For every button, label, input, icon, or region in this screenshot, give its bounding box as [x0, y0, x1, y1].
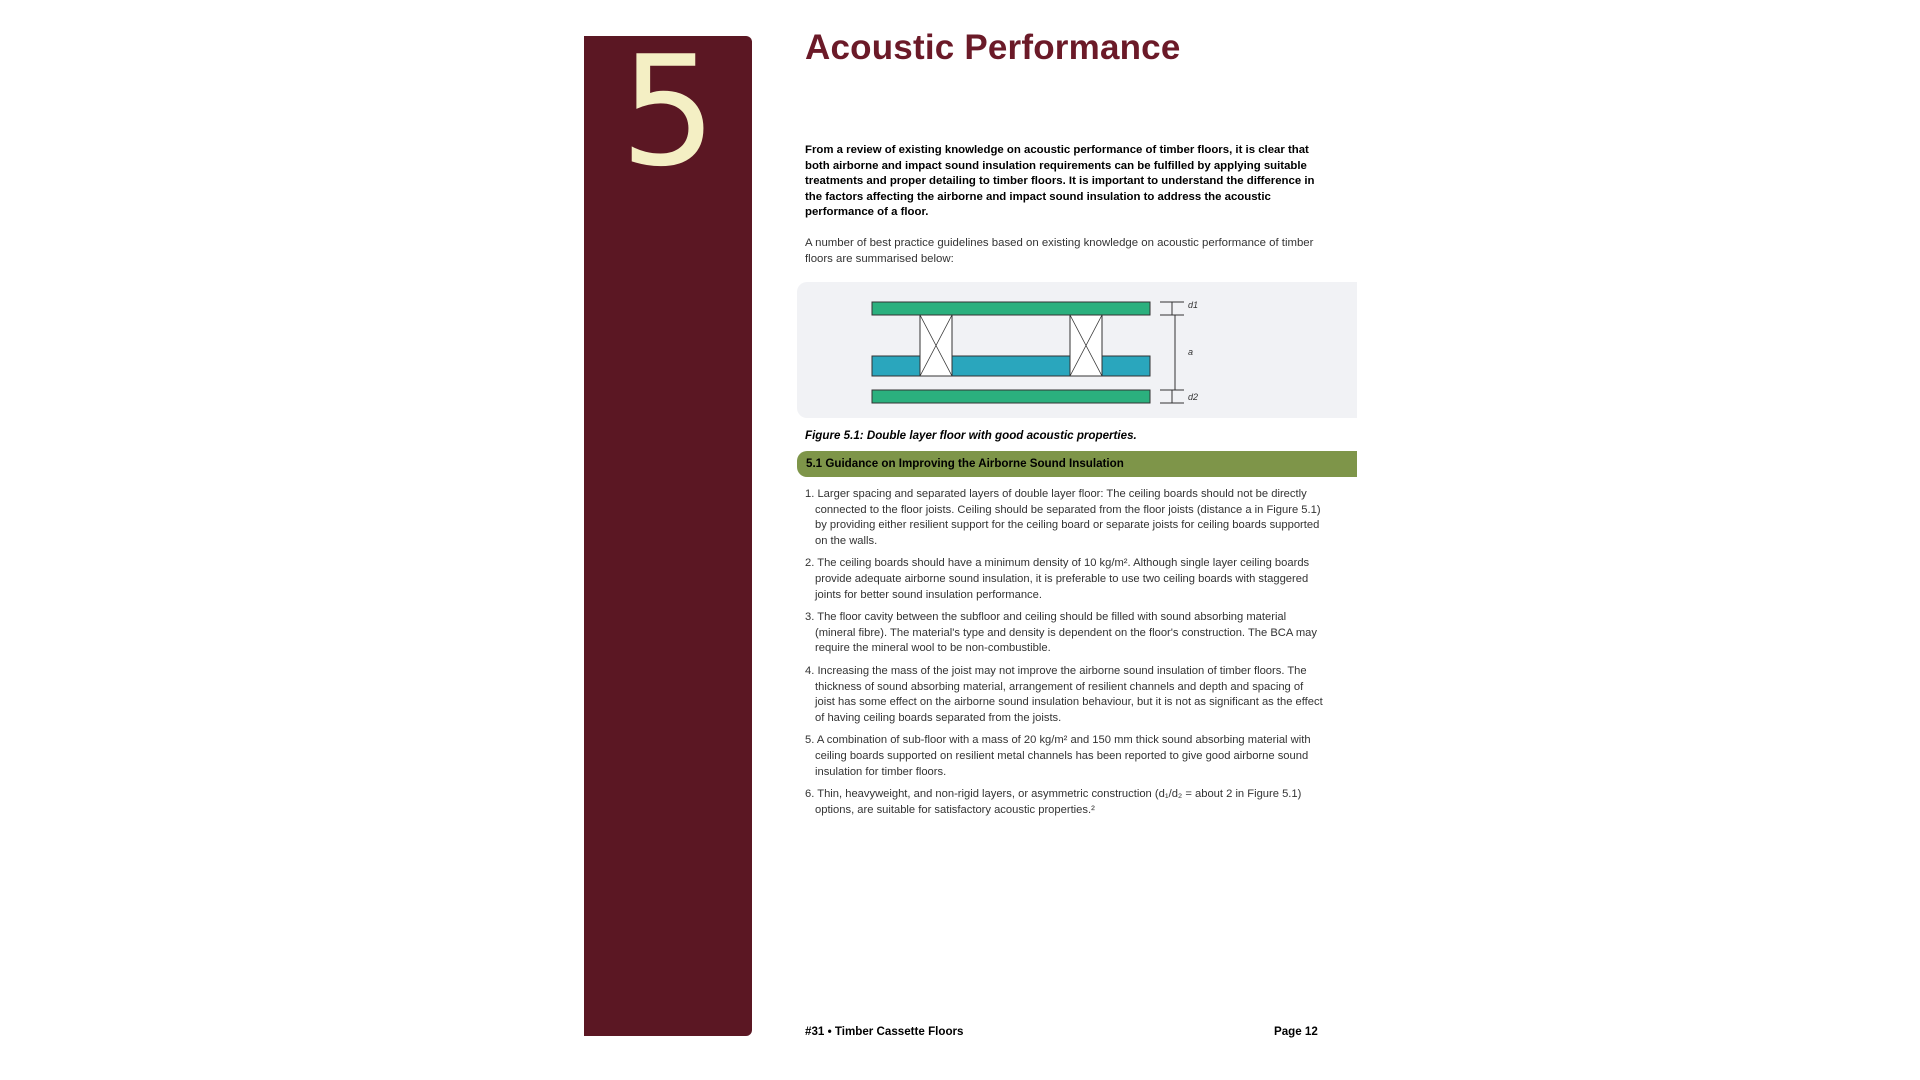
label-d2: d2: [1188, 392, 1199, 402]
page-title: Acoustic Performance: [805, 28, 1181, 67]
section-heading-bar: [797, 451, 1357, 477]
list-item: 2. The ceiling boards should have a minimum density of 10 kg/m². Although single layer ceiling boards provide adequate airborne sound insulation, it is preferable to use two ceiling boards with staggered joints for better sound insulation performance.: [805, 557, 1310, 601]
joist-left: [920, 315, 952, 376]
figure-caption: Figure 5.1: Double layer floor with good acoustic properties.: [805, 429, 1137, 442]
list-item: 6. Thin, heavyweight, and non-rigid layers, or asymmetric construction (d₁/d₂ = about 2 in Figure 5.1) options, are suitable for satisfactory acoustic properties.²: [805, 788, 1302, 816]
list-item: 5. A combination of sub-floor with a mass of 20 kg/m² and 150 mm thick sound absorbing material with ceiling boards supported on resilient metal channels has been reported to give good airborne sound insulation for timber floors.: [805, 734, 1311, 778]
double-layer-floor-diagram: [797, 282, 1357, 418]
dimension-markers: [1160, 302, 1184, 403]
chapter-number: 5: [620, 23, 717, 200]
section-heading: 5.1 Guidance on Improving the Airborne Sound Insulation: [806, 457, 1124, 470]
chapter-sidebar: [584, 23, 752, 1036]
ceiling-board-bottom: [872, 390, 1150, 403]
list-item: 3. The floor cavity between the subfloor and ceiling should be filled with sound absorbing material (mineral fibre). The material's type and density is dependent on the floor's construction. The BCA may require the mineral wool to be non-combustible.: [805, 611, 1317, 655]
ceiling-layer-middle: [952, 356, 1070, 376]
floor-board-top: [872, 302, 1150, 315]
list-item: 1. Larger spacing and separated layers of double layer floor: The ceiling boards should not be directly connected to the floor joists. Ceiling should be separated from the floor joists (distance a in Figure 5.1) by providing either resilient support for the ceiling board or separate joists for ceiling boards supported on the walls.: [805, 488, 1321, 547]
label-a: a: [1188, 347, 1194, 357]
footer-page-number: Page 12: [1274, 1025, 1318, 1038]
joist-right: [1070, 315, 1102, 376]
intro-bold-paragraph: From a review of existing knowledge on acoustic performance of timber floors, it is clear that both airborne and impact sound insulation requirements can be fulfilled by applying suitable treatments and proper detailing to timber floors. It is important to understand the difference in the factors affecting the airborne and impact sound insulation to address the acoustic performance of a floor.: [805, 144, 1315, 219]
ceiling-layer-right: [1102, 356, 1150, 376]
figure-panel: [797, 282, 1357, 418]
intro-paragraph: A number of best practice guidelines based on existing knowledge on acoustic performance of timber floors are summarised below:: [805, 237, 1314, 265]
ceiling-layer-left: [872, 356, 920, 376]
footer-publication: #31 • Timber Cassette Floors: [805, 1025, 964, 1038]
list-item: 4. Increasing the mass of the joist may not improve the airborne sound insulation of timber floors. The thickness of sound absorbing material, arrangement of resilient channels and depth and spacing of joist has some effect on the airborne sound insulation behaviour, but it is not as significant as the effect of having ceiling boards separated from the joists.: [805, 664, 1323, 724]
label-d1: d1: [1188, 300, 1199, 310]
guidance-list: [805, 487, 1325, 825]
